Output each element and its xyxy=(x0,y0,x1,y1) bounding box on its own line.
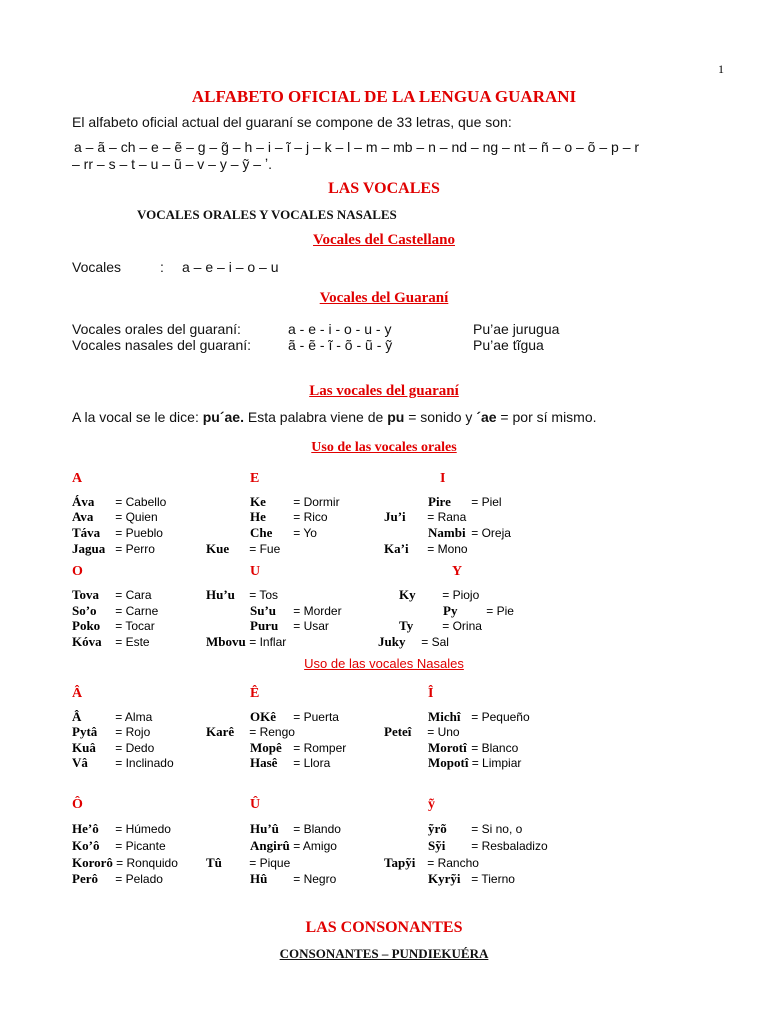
example-word: OKê xyxy=(250,709,276,724)
oral-usage-heading: Uso de las vocales orales xyxy=(311,440,457,455)
example-entry xyxy=(428,755,521,771)
example-word: Kororô xyxy=(72,855,113,870)
example-word: Pytâ xyxy=(72,724,98,739)
example-meaning: = Tos xyxy=(249,588,279,602)
example-meaning: = Morder xyxy=(293,604,342,618)
letter-u: U xyxy=(250,564,261,579)
example-word: Hu’û xyxy=(250,821,279,836)
example-entry xyxy=(72,709,152,725)
example-meaning: = Si no, o xyxy=(471,822,523,836)
example-entry xyxy=(384,509,466,525)
example-entry xyxy=(443,603,514,619)
example-meaning: = Pie xyxy=(486,604,514,618)
example-word: Puru xyxy=(250,618,279,633)
example-entry xyxy=(206,855,290,871)
nasal-vowels-value: ã - ẽ - ĩ - õ - ũ - ỹ xyxy=(288,337,393,353)
castellano-colon: : xyxy=(160,259,164,275)
example-meaning: = Rana xyxy=(427,510,467,524)
example-entry xyxy=(72,634,150,650)
example-word: Juky xyxy=(378,634,406,649)
example-word: Ky xyxy=(399,587,416,602)
example-word: So’o xyxy=(72,603,97,618)
example-word: Â xyxy=(72,709,82,724)
example-entry xyxy=(250,509,328,525)
example-entry xyxy=(72,855,178,871)
example-meaning: = Uno xyxy=(427,725,460,739)
intro-text: El alfabeto oficial actual del guaraní se compone de 33 letras, que son: xyxy=(72,114,512,130)
example-meaning: = Rengo xyxy=(249,725,295,739)
example-entry xyxy=(428,494,502,510)
example-entry xyxy=(250,838,337,854)
example-meaning: = Blanco xyxy=(471,741,519,755)
example-meaning: = Tocar xyxy=(115,619,155,633)
example-word: Mopê xyxy=(250,740,282,755)
example-word: Ava xyxy=(72,509,94,524)
las-vocales-heading: Las vocales del guaraní xyxy=(309,383,459,399)
example-meaning: = Yo xyxy=(293,526,317,540)
example-meaning: = Rojo xyxy=(115,725,151,739)
letter-y: Y xyxy=(452,564,463,579)
example-meaning: = Resbaladizo xyxy=(471,839,548,853)
example-meaning: = Inclinado xyxy=(115,756,174,770)
letter-a: A xyxy=(72,471,83,486)
example-meaning: = Limpiar xyxy=(471,756,522,770)
example-entry xyxy=(250,755,330,771)
castellano-label: Vocales xyxy=(72,259,122,275)
castellano-heading: Vocales del Castellano xyxy=(313,232,455,248)
example-meaning: = Tierno xyxy=(471,872,515,886)
las-vocales-text: A la vocal se le dice: pu´ae. Esta palabra viene de pu = sonido y ´ae = por sí mismo. xyxy=(72,409,597,425)
example-meaning: = Húmedo xyxy=(115,822,171,836)
letter-o-circumflex: Ô xyxy=(72,797,83,812)
example-meaning: = Fue xyxy=(249,542,281,556)
example-word: Kue xyxy=(206,541,230,556)
example-meaning: = Rico xyxy=(293,510,328,524)
example-entry xyxy=(250,603,342,619)
example-entry xyxy=(428,525,511,541)
example-meaning: = Rancho xyxy=(427,856,479,870)
example-entry xyxy=(72,755,174,771)
example-word: Ka’i xyxy=(384,541,409,556)
example-entry xyxy=(206,724,295,740)
oral-vowels-label: Vocales orales del guaraní: xyxy=(72,321,241,337)
example-meaning: = Cara xyxy=(115,588,152,602)
example-entry xyxy=(206,634,286,650)
example-meaning: = Romper xyxy=(293,741,347,755)
guarani-vowels-heading: Vocales del Guaraní xyxy=(319,290,449,306)
example-meaning: = Pueblo xyxy=(115,526,163,540)
example-word: Perô xyxy=(72,871,98,886)
example-meaning: = Dedo xyxy=(115,741,155,755)
example-entry xyxy=(72,525,163,541)
example-entry xyxy=(72,838,166,854)
letter-i: I xyxy=(440,471,446,486)
castellano-value: a – e – i – o – u xyxy=(182,259,279,275)
example-word: Hu’u xyxy=(206,587,235,602)
example-entry xyxy=(72,871,163,887)
example-entry xyxy=(428,740,518,756)
example-word: Hasê xyxy=(250,755,278,770)
example-word: Nambi xyxy=(428,525,466,540)
example-entry xyxy=(206,587,278,603)
example-meaning: = Sal xyxy=(421,635,449,649)
example-word: Áva xyxy=(72,494,95,509)
example-word: Tapỹi xyxy=(384,855,416,870)
example-meaning: = Ronquido xyxy=(116,856,178,870)
letter-e: E xyxy=(250,471,260,486)
alphabet-line-2: – rr – s – t – u – ũ – v – y – ỹ – ʼ. xyxy=(72,156,272,172)
example-word: Táva xyxy=(72,525,101,540)
example-word: Kuâ xyxy=(72,740,96,755)
vowels-title: LAS VOCALES xyxy=(328,180,440,197)
example-word: Poko xyxy=(72,618,101,633)
oral-vowels-name: Pu’ae jurugua xyxy=(473,321,560,337)
example-word: He xyxy=(250,509,266,524)
example-entry xyxy=(72,821,171,837)
example-meaning: = Cabello xyxy=(115,495,167,509)
letter-i-circumflex: Î xyxy=(428,686,434,701)
example-word: Py xyxy=(443,603,458,618)
example-entry xyxy=(72,494,166,510)
letter-u-circumflex: Û xyxy=(250,797,261,812)
example-word: Ju’i xyxy=(384,509,406,524)
example-word: Tova xyxy=(72,587,99,602)
example-word: Tû xyxy=(206,855,222,870)
letter-e-circumflex: Ê xyxy=(250,686,260,701)
example-word: Ko’ô xyxy=(72,838,100,853)
example-entry xyxy=(428,838,548,854)
example-meaning: = Usar xyxy=(293,619,329,633)
example-entry xyxy=(399,618,482,634)
example-entry xyxy=(250,871,336,887)
example-word: Hû xyxy=(250,871,268,886)
example-entry xyxy=(72,740,154,756)
example-word: He’ô xyxy=(72,821,99,836)
example-entry xyxy=(206,541,280,557)
example-word: Kóva xyxy=(72,634,102,649)
example-meaning: = Pelado xyxy=(115,872,163,886)
example-meaning: = Amigo xyxy=(293,839,337,853)
example-meaning: = Piel xyxy=(471,495,502,509)
example-entry xyxy=(428,709,530,725)
example-word: Su’u xyxy=(250,603,277,618)
example-meaning: = Oreja xyxy=(471,526,511,540)
example-entry xyxy=(399,587,479,603)
example-word: Kyrỹi xyxy=(428,871,461,886)
example-entry xyxy=(72,618,155,634)
example-entry xyxy=(384,541,468,557)
example-word: Pire xyxy=(428,494,451,509)
example-meaning: = Quien xyxy=(115,510,158,524)
page-number: 1 xyxy=(718,62,724,76)
example-meaning: = Llora xyxy=(293,756,331,770)
example-entry xyxy=(72,509,158,525)
example-word: Ke xyxy=(250,494,266,509)
example-word: Ty xyxy=(399,618,414,633)
example-word: Vâ xyxy=(72,755,88,770)
example-entry xyxy=(72,724,150,740)
letter-y-tilde: ỹ xyxy=(428,797,435,812)
example-meaning: = Puerta xyxy=(293,710,339,724)
example-entry xyxy=(378,634,449,650)
example-word: Sỹi xyxy=(428,838,446,853)
example-word: Michî xyxy=(428,709,461,724)
nasal-usage-heading: Uso de las vocales Nasales xyxy=(304,656,464,671)
example-entry xyxy=(250,494,340,510)
alphabet-line-1: a – ã – ch – e – ẽ – g – g̃ – h – i – ĩ – j – k – l – m – mb – n – nd – ng – nt – ñ – o – õ – p – r xyxy=(74,139,640,155)
example-meaning: = Dormir xyxy=(293,495,340,509)
example-entry xyxy=(72,541,155,557)
example-entry xyxy=(250,618,329,634)
example-meaning: = Piojo xyxy=(442,588,480,602)
example-meaning: = Pique xyxy=(249,856,291,870)
example-entry xyxy=(250,709,339,725)
example-word: Mbovu xyxy=(206,634,246,649)
consonants-subtitle: CONSONANTES – PUNDIEKUÉRA xyxy=(279,946,489,961)
consonants-title: LAS CONSONANTES xyxy=(305,919,463,936)
example-meaning: = Carne xyxy=(115,604,159,618)
example-meaning: = Perro xyxy=(115,542,155,556)
example-entry xyxy=(72,587,152,603)
example-meaning: = Picante xyxy=(115,839,166,853)
example-entry xyxy=(250,740,346,756)
example-word: Karê xyxy=(206,724,235,739)
example-meaning: = Negro xyxy=(293,872,337,886)
example-meaning: = Alma xyxy=(115,710,153,724)
example-meaning: = Orina xyxy=(442,619,482,633)
example-meaning: = Blando xyxy=(293,822,341,836)
example-meaning: = Pequeño xyxy=(471,710,530,724)
vowels-subtitle: VOCALES ORALES Y VOCALES NASALES xyxy=(137,207,397,222)
example-meaning: = Mono xyxy=(427,542,468,556)
example-entry xyxy=(250,525,317,541)
document-title: ALFABETO OFICIAL DE LA LENGUA GUARANI xyxy=(191,87,577,106)
nasal-vowels-label: Vocales nasales del guaraní: xyxy=(72,337,252,353)
example-entry xyxy=(72,603,158,619)
example-entry xyxy=(384,855,479,871)
example-word: Morotî xyxy=(428,740,467,755)
example-word: Jagua xyxy=(72,541,106,556)
letter-o: O xyxy=(72,564,83,579)
example-word: Che xyxy=(250,525,273,540)
example-entry xyxy=(250,821,341,837)
nasal-vowels-name: Pu’ae tĩgua xyxy=(473,337,544,353)
example-word: Peteî xyxy=(384,724,412,739)
example-entry xyxy=(428,871,515,887)
example-entry xyxy=(428,821,522,837)
example-word: Mopotî xyxy=(428,755,469,770)
example-word: Angirû xyxy=(250,838,290,853)
example-meaning: = Este xyxy=(115,635,150,649)
example-entry xyxy=(384,724,460,740)
example-word: ỹrõ xyxy=(428,821,447,836)
letter-a-circumflex: Â xyxy=(72,686,83,701)
oral-vowels-value: a - e - i - o - u - y xyxy=(288,321,392,337)
example-meaning: = Inflar xyxy=(249,635,287,649)
